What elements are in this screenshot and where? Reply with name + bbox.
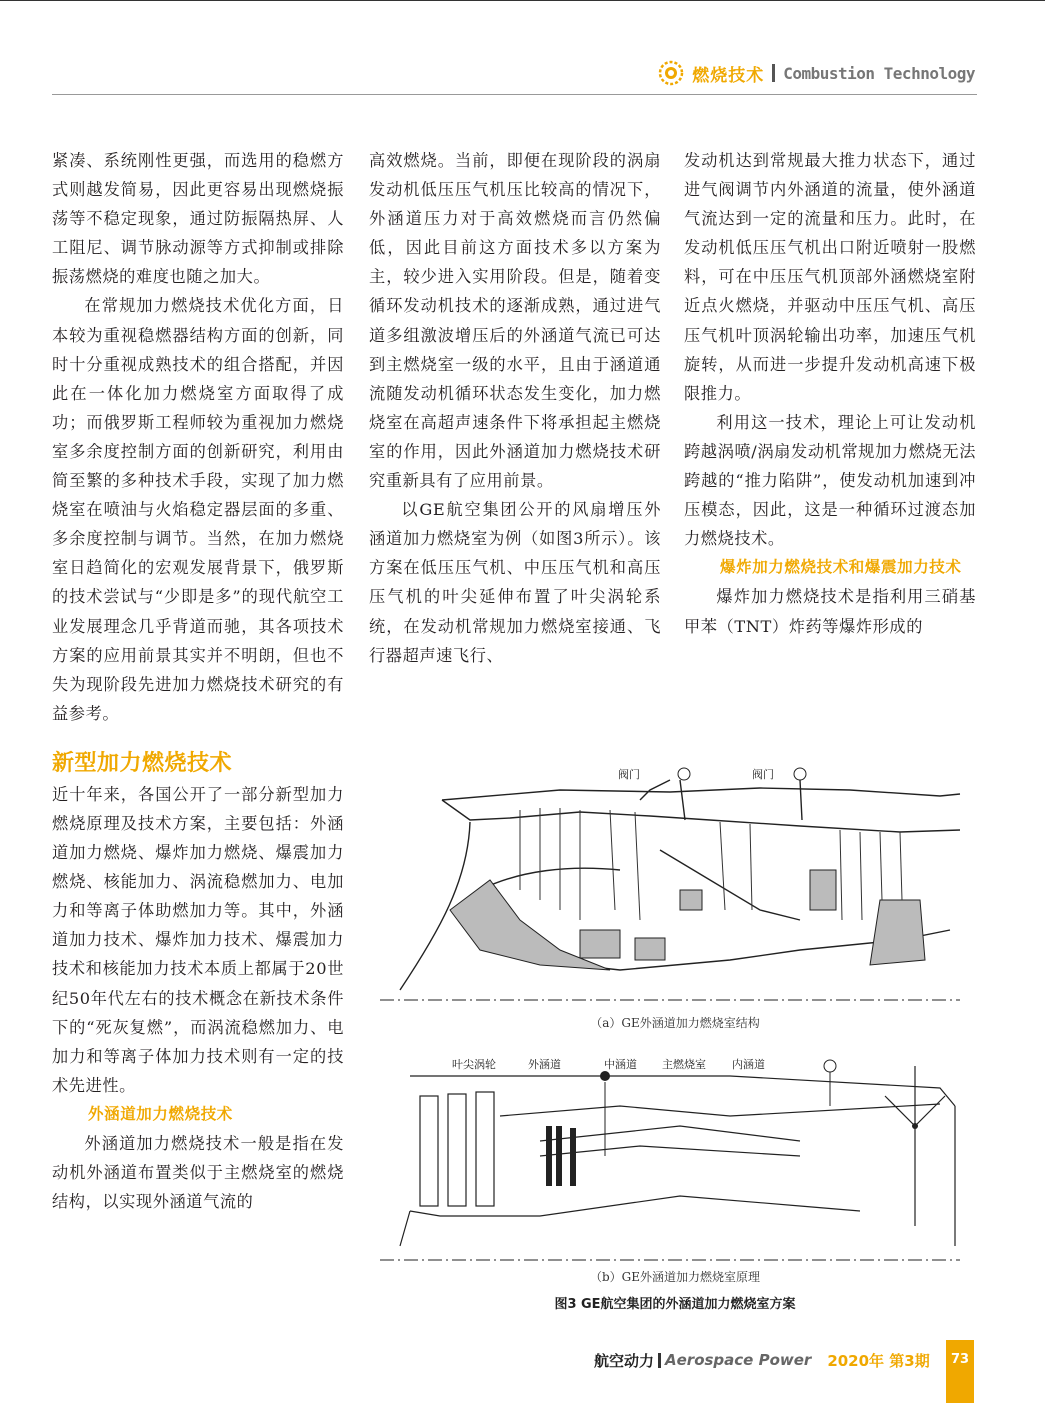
text-column-2 [369, 146, 661, 670]
issue-label: 2020年 第3期 [827, 1351, 930, 1370]
figure-3 [380, 760, 970, 1320]
label-main-combustor: 主燃烧室 [662, 1058, 706, 1071]
page-footer [594, 1346, 930, 1374]
subsection-heading: 爆炸加力燃烧技术和爆震加力技术 [720, 558, 962, 577]
header-divider [772, 64, 775, 82]
paragraph: 在常规加力燃烧技术优化方面，日本较为重视稳燃器结构方面的创新，同时十分重视成熟技术的组合搭配，并因此在一体化加力燃烧室方面取得了成功；而俄罗斯工程师较为重视加力燃烧室多余度控制方面的创新研究，利用由简至繁的多种技术手段，实现了加力燃烧室在喷油与火焰稳定器层面的多重、多余度控制与调节。当然，在加力燃烧室日趋简化的宏观发展背景下，俄罗斯的技术尝试与“少即是多”的现代航空工业发展理念几乎背道而驰，其各项技术方案的应用前景其实并不明朗，但也不失为现阶段先进加力燃烧技术研究的有益参考。 [52, 296, 344, 723]
paragraph: 近十年来，各国公开了一部分新型加力燃烧原理及技术方案，主要包括：外涵道加力燃烧、爆炸加力燃烧、爆震加力燃烧、核能加力、涡流稳燃加力、电加力和等离子体助燃加力等。其中，外涵道加力技术、爆炸加力技术、爆震加力技术和核能加力技术本质上都属于20世纪50年代左右的技术概念在新技术条件下的“死灰复燃”，而涡流稳燃加力、电加力和等离子体加力技术则有一定的技术先进性。 [52, 784, 344, 1095]
page-number: 73 [950, 1352, 970, 1367]
paragraph: 紧凑、系统刚性更强，而选用的稳燃方式则越发简易，因此更容易出现燃烧振荡等不稳定现象，通过防振隔热屏、人工阻尼、调节脉动源等方式抑制或排除振荡燃烧的难度也随之加大。 [52, 151, 344, 287]
paragraph: 发动机达到常规最大推力状态下，通过进气阀调节内外涵道的流量，使外涵道气流达到一定的流量和压力。此时，在发动机低压压气机出口附近喷射一股燃料，可在中压压气机顶部外涵燃烧室附近点火燃烧，并驱动中压压气机、高压压气机叶顶涡轮输出功率，加速压气机旋转，从而进一步提升发动机高速下极限推力。 [684, 151, 976, 403]
label-valve-2: 阀门 [752, 768, 774, 781]
caption-a: （a）GE外涵道加力燃烧室结构 [590, 1016, 760, 1030]
label-tip-turbine: 叶尖涡轮 [452, 1058, 496, 1071]
text-column-3 [684, 146, 976, 641]
label-inner-duct: 内涵道 [732, 1058, 765, 1071]
journal-name-cn: 航空动力 [594, 1351, 655, 1370]
paragraph: 利用这一技术，理论上可让发动机跨越涡喷/涡扇发动机常规加力燃烧无法跨越的“推力陷阱”，使发动机加速到冲压模态，因此，这是一种循环过渡态加力燃烧技术。 [684, 412, 976, 549]
footer-divider [658, 1353, 661, 1368]
combustion-logo-icon [658, 60, 684, 86]
text-column-1 [52, 146, 344, 1216]
paragraph: 高效燃烧。当前，即便在现阶段的涡扇发动机低压压气机压比较高的情况下，外涵道压力对于高效燃烧而言仍然偏低，因此目前这方面技术多以方案为主，较少进入实用阶段。但是，随着变循环发动机技术的逐渐成熟，通过进气道多组激波增压后的外涵道气流已可达到主燃烧室一级的水平，且由于涵道通流随发动机循环状态发生变化，加力燃烧室在高超声速条件下将承担起主燃烧室的作用，因此外涵道加力燃烧技术研究重新具有了应用前景。 [369, 151, 661, 491]
paragraph: 外涵道加力燃烧技术一般是指在发动机外涵道布置类似于主燃烧室的燃烧结构，以实现外涵道气流的 [52, 1134, 344, 1212]
label-valve-1: 阀门 [618, 768, 640, 781]
figure-title: 图3 GE航空集团的外涵道加力燃烧室方案 [554, 1297, 796, 1312]
section-title-cn: 燃烧技术 [692, 65, 765, 86]
journal-name-en: Aerospace Power [665, 1351, 812, 1369]
label-mid-duct: 中涵道 [604, 1058, 637, 1071]
paragraph: 爆炸加力燃烧技术是指利用三硝基甲苯（TNT）炸药等爆炸形成的 [684, 587, 976, 636]
section-heading: 新型加力燃烧技术 [52, 750, 233, 776]
page-number-box [946, 1340, 974, 1403]
section-title-en: Combustion Technology [783, 63, 975, 83]
engine-structure-drawing [380, 760, 970, 1010]
paragraph: 以GE航空集团公开的风扇增压外涵道加力燃烧室为例（如图3所示）。该方案在低压压气机、中压压气机和高压压气机的叶尖延伸布置了叶尖涡轮系统，在发动机常规加力燃烧室接通、飞行器超声速飞行、 [369, 500, 661, 665]
header-rule [52, 94, 977, 95]
subsection-heading: 外涵道加力燃烧技术 [88, 1104, 233, 1123]
caption-b: （b）GE外涵道加力燃烧室原理 [589, 1270, 761, 1284]
top-border-line [0, 0, 1045, 1]
section-header [658, 58, 975, 88]
label-outer-duct: 外涵道 [528, 1058, 561, 1071]
engine-principle-drawing [380, 1046, 970, 1266]
